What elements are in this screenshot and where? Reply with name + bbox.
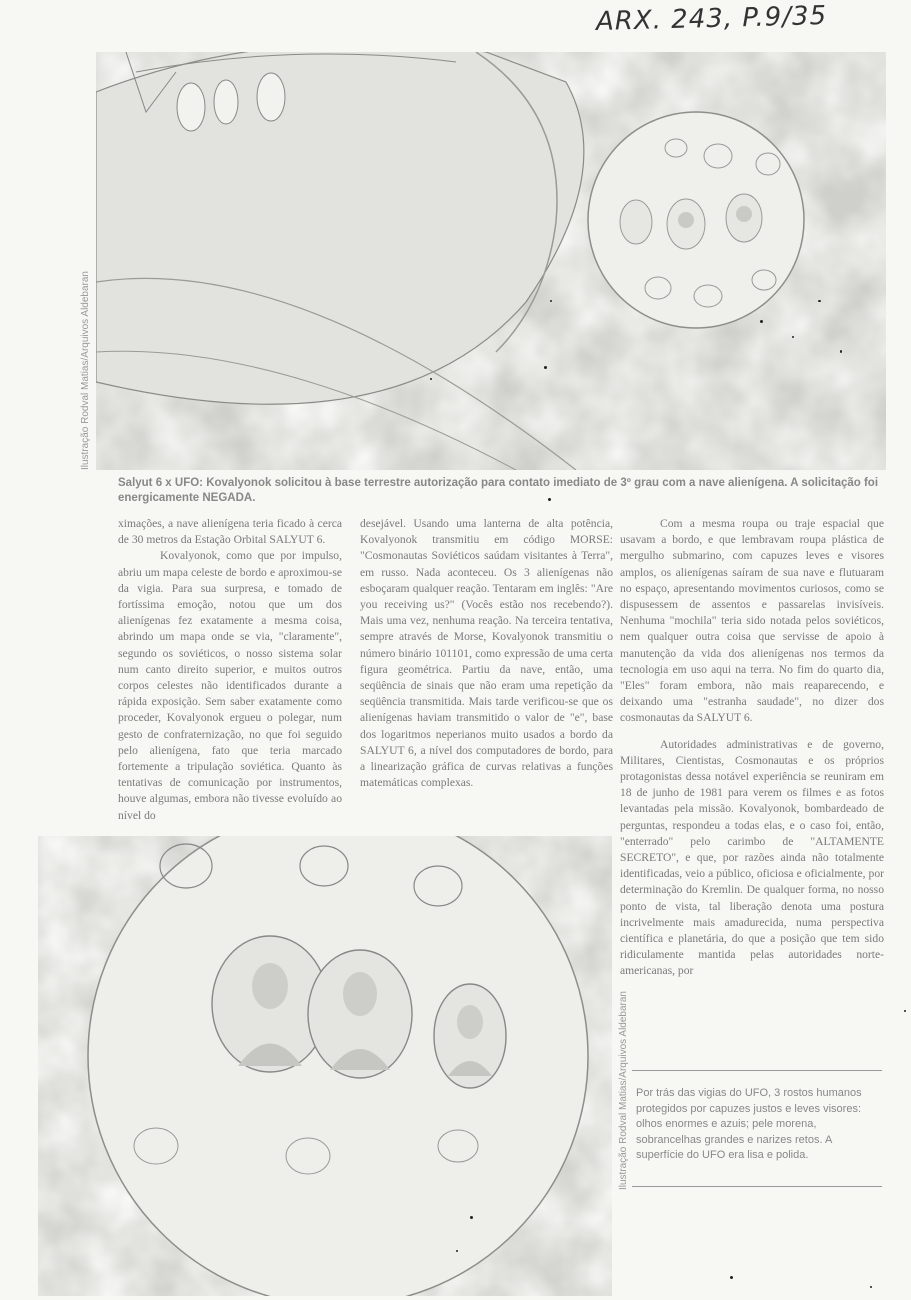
illustration-ufo-portholes xyxy=(38,836,612,1296)
caption-body: Kovalyonok solicitou à base terrestre autorização para contato imediato de 3º grau com a nave alienígena. A solicitação foi energicamente NEGADA. xyxy=(118,477,879,504)
illustration-ufo-portholes-drawing xyxy=(38,836,612,1296)
article-column-1 xyxy=(118,516,342,824)
illustration-salyut-ufo xyxy=(96,52,886,470)
caption-lead: Salyut 6 x UFO: xyxy=(118,477,203,489)
illustration-salyut-ufo-drawing xyxy=(96,52,886,470)
caption-salyut-ufo xyxy=(118,476,888,506)
article-column-2 xyxy=(360,516,613,791)
article-column-3 xyxy=(620,516,884,980)
paragraph: desejável. Usando uma lanterna de alta potência, Kovalyonok transmitiu em código MORSE: "Cosmonautas Soviéticos saúdam visitantes à Terra", em russo. Nada aconteceu. Os 3 alienígenas não esboçaram qualquer reação. Tentaram em inglês: "Are you receiving us?" (Vocês estão nos recebendo?). Mais uma vez, nenhuma reação. Na terceira tentativa, sempre através de Morse, Kovalyonok transmitiu o número binário 101101, como expressão de uma certa figura geométrica. Partiu da nave, então, uma seqüência de sinais que não eram uma repetição da seqüência transmitida. Mais tarde verificou-se que os alienígenas haviam transmitido o valor de "e", base dos logaritmos neperianos muito usados a bordo da SALYUT 6, a nível dos computadores de bordo, para a linearização gráfica de curvas relativas a funções matemáticas complexas. xyxy=(360,517,613,790)
paragraph: Kovalyonok, como que por impulso, abriu um mapa celeste de bordo e aproximou-se da vigia. Para sua surpresa, e tomado de fortíssima emoção, notou que um dos alienígenas fez exatamente a mesma coisa, abrindo um mapa onde se via, "claramente", segundo os soviéticos, o nosso sistema solar num canto direito superior, e muitos outros corpos celestes não identificados durante a rápida exposição. Sem saber exatamente como proceder, Kovalyonok ergueu o polegar, num gesto de confraternização, no que foi seguido pelo alienígena, fato que teria marcado fortemente a tripulação soviética. Quanto às tentativas de comunicação por instrumentos, houve algumas, embora não tivesse evoluído ao nível do xyxy=(118,549,342,822)
illustration-credit-bottom: Ilustração Rodval Matias/Arquivos Aldebaran xyxy=(618,991,629,1190)
handwritten-archive-reference: ARX. 243, P.9/35 xyxy=(595,0,828,38)
caption-ufo-portholes: Por trás das vigias do UFO, 3 rostos humanos protegidos por capuzes justos e leves visores: olhos enormes e azuis; pele morena, sobrancelhas grandes e narizes retos. A superfície do UFO era lisa e polida. xyxy=(636,1087,862,1161)
paragraph: Autoridades administrativas e de governo, Militares, Cientistas, Cosmonautas e os próprios protagonistas dessa notável experiência se reuniram em 18 de junho de 1981 para verem os filmes e as fotos levantadas pela missão. Kovalyonok, bombardeado de perguntas, respondeu a todas elas, e o caso foi, então, "enterrado" pelo carimbo de "ALTAMENTE SECRETO", e que, por razões ainda não totalmente identificadas, veio a público, oficiosa e oficialmente, por determinação do Kremlin. De qualquer forma, no nosso ponto de vista, tal liberação denota uma postura incrivelmente mais amadurecida, numa perspectiva científica e planetária, do que a posição que tem sido ridiculamente mantida pelas autoridades norte-americanas, por xyxy=(620,737,884,978)
paragraph: Com a mesma roupa ou traje espacial que usavam a bordo, e que lembravam roupa plástica de mergulho submarino, com capuzes leves e visores amplos, os alienígenas saíram de sua nave e flutuaram no espaço, apresentando movimentos curiosos, como se dispusessem de assentos e passarelas invisíveis. Nenhuma "mochila" teria sido notada pelos soviéticos, nem qualquer outra coisa que servisse de apoio à manutenção da vida dos alienígenas nos termos da tecnologia em uso aqui na terra. No fim do quarto dia, "Eles" foram embora, não mais reaparecendo, e deixando uma "estranha saudade", no dizer dos cosmonautas da SALYUT 6. xyxy=(620,517,884,725)
illustration-credit-top: Ilustração Rodval Matias/Arquivos Aldebaran xyxy=(80,271,91,470)
caption-rule-bottom xyxy=(632,1186,882,1187)
caption-rule-top xyxy=(632,1070,882,1071)
paragraph: ximações, a nave alienígena teria ficado à cerca de 30 metros da Estação Orbital SALYUT 6. xyxy=(118,517,342,547)
